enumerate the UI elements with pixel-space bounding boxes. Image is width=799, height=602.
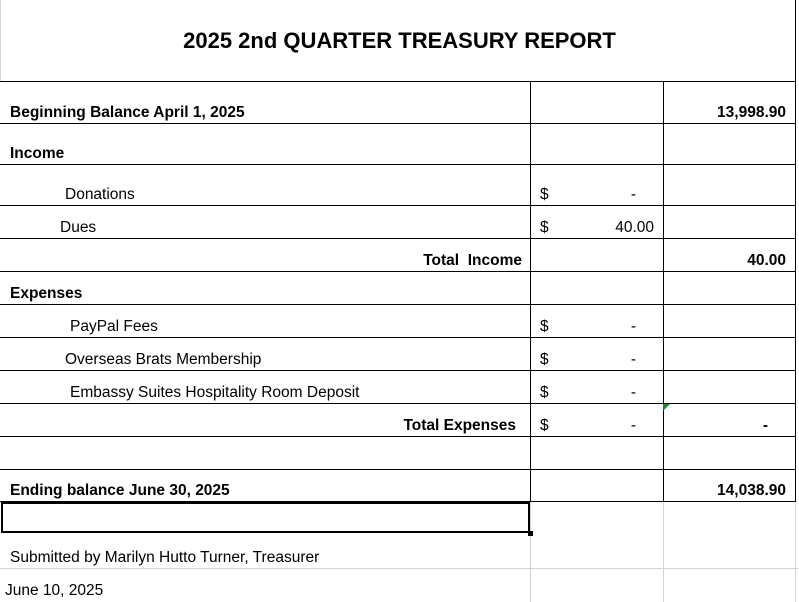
income-item-amount: - (630, 186, 636, 203)
border-line (0, 337, 796, 338)
expense-item-label: Embassy Suites Hospitality Room Deposit (70, 384, 360, 401)
border-line (0, 370, 796, 371)
fill-handle[interactable] (528, 531, 533, 536)
total-expenses-label: Total Expenses (403, 417, 516, 434)
border-line (0, 271, 796, 272)
border-line (663, 81, 664, 502)
income-item-currency: $ (540, 186, 549, 203)
comment-indicator-icon[interactable] (663, 404, 670, 411)
income-heading: Income (10, 145, 65, 162)
expense-item-currency: $ (540, 384, 549, 401)
border-line (0, 403, 796, 404)
expense-item-amount: - (630, 351, 636, 368)
expense-item-label: Overseas Brats Membership (65, 351, 262, 368)
border-line (0, 205, 796, 206)
selected-cell[interactable] (1, 502, 530, 533)
beginning-balance-label: Beginning Balance April 1, 2025 (10, 104, 245, 121)
total-expenses-amount: - (630, 417, 636, 434)
income-item-currency: $ (540, 219, 549, 236)
gridline (530, 502, 531, 602)
expense-item-currency: $ (540, 351, 549, 368)
gridline (795, 502, 796, 602)
border-line (0, 304, 796, 305)
submitted-by: Submitted by Marilyn Hutto Turner, Treasurer (10, 549, 320, 566)
gridline (663, 502, 664, 602)
total-income-label: Total Income (423, 252, 522, 269)
income-item-label: Donations (65, 186, 135, 203)
border-line (0, 164, 796, 165)
border-line (0, 81, 796, 82)
income-item-amount: 40.00 (615, 219, 654, 236)
income-item-label: Dues (60, 219, 97, 236)
expenses-heading: Expenses (10, 285, 83, 302)
expense-item-amount: - (630, 318, 636, 335)
expense-item-label: PayPal Fees (70, 318, 158, 335)
ending-balance-label: Ending balance June 30, 2025 (10, 482, 230, 499)
total-expenses-currency: $ (540, 417, 549, 434)
gridline (0, 568, 799, 569)
total-expenses-total: - (762, 417, 768, 434)
beginning-balance-total: 13,998.90 (717, 104, 786, 121)
border-line (795, 0, 796, 502)
report-date: June 10, 2025 (5, 582, 104, 599)
border-line (0, 469, 796, 470)
report-title: 2025 2nd QUARTER TREASURY REPORT (183, 28, 616, 53)
border-line (0, 123, 796, 124)
border-line (0, 238, 796, 239)
border-line (0, 436, 796, 437)
ending-balance-total: 14,038.90 (717, 482, 786, 499)
total-income-value: 40.00 (747, 252, 786, 269)
expense-item-amount: - (630, 384, 636, 401)
expense-item-currency: $ (540, 318, 549, 335)
border-line (530, 81, 531, 502)
